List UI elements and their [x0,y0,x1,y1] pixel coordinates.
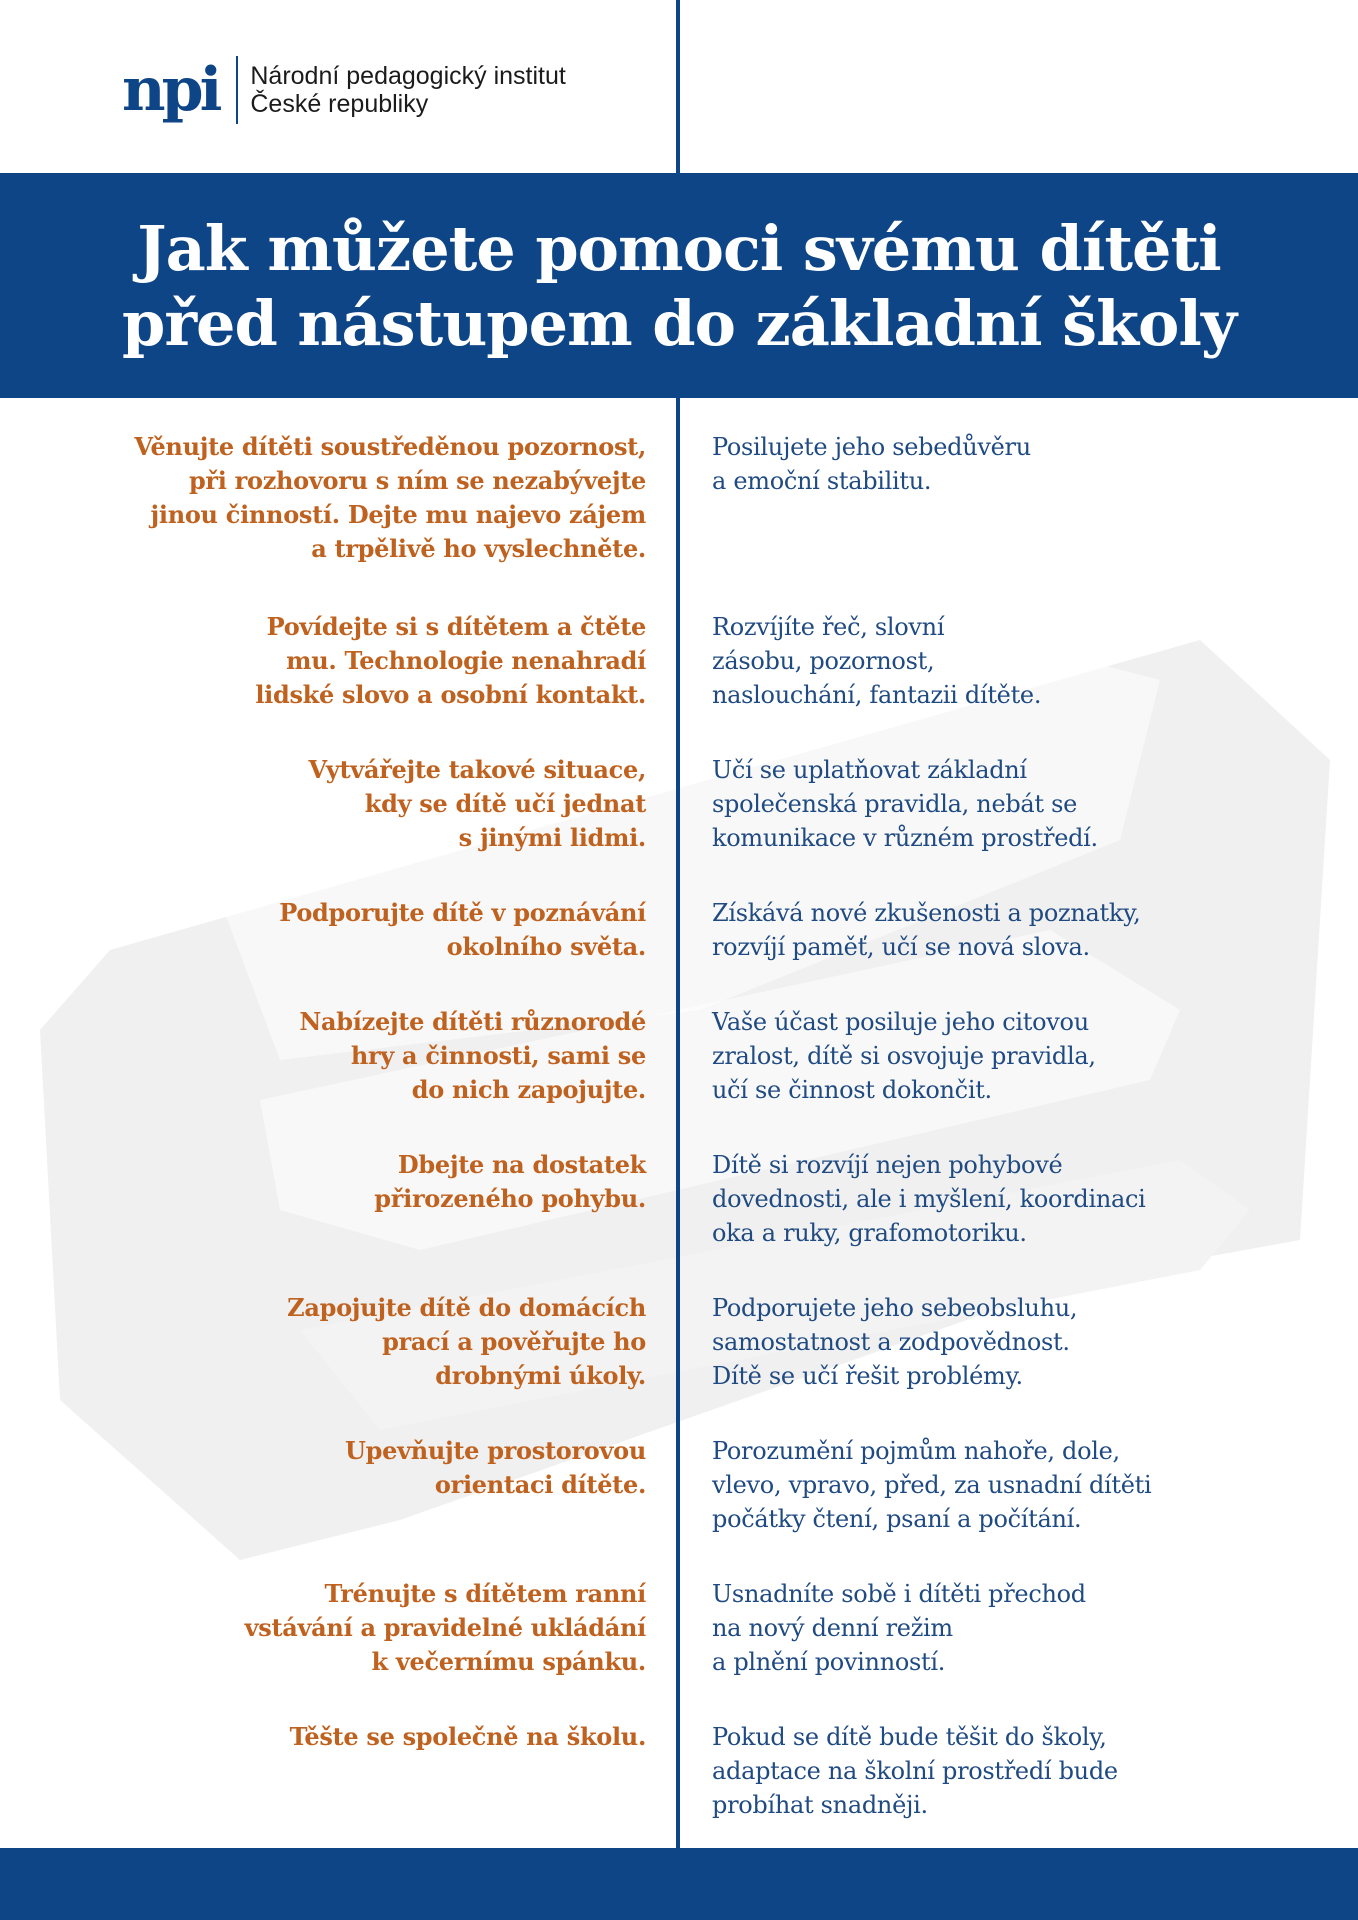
logo-separator [236,56,238,124]
effect-line: samostatnost a zodpovědnost. [712,1328,1070,1356]
effect-line: Získává nové zkušenosti a poznatky, [712,899,1141,927]
effect-line: vlevo, vpravo, před, za usnadní dítěti [712,1471,1152,1499]
tip-text [86,1577,646,1679]
effect-text [712,1577,1332,1679]
tip-line: Trénujte s dítětem ranní [324,1579,646,1608]
effect-line: a plnění povinností. [712,1648,946,1676]
tip-line: drobnými úkoly. [435,1361,646,1390]
effect-line: Porozumění pojmům nahoře, dole, [712,1437,1120,1465]
effect-line: Pokud se dítě bude těšit do školy, [712,1723,1107,1751]
effect-line: a emoční stabilitu. [712,467,932,495]
effect-line: probíhat snadněji. [712,1791,928,1819]
tip-text [86,1434,646,1502]
effect-line: komunikace v různém prostředí. [712,824,1098,852]
effect-line: rozvíjí paměť, učí se nová slova. [712,933,1090,961]
page-title-line: Jak můžete pomoci svému dítěti [137,211,1221,285]
tip-line: při rozhovoru s ním se nezabývejte [188,466,646,495]
tip-line: Upevňujte prostorovou [344,1436,646,1465]
tip-text [86,430,646,566]
effect-text [712,1720,1332,1822]
effect-line: Rozvíjíte řeč, slovní [712,613,945,641]
effect-text [712,753,1332,855]
tip-text [86,1005,646,1107]
effect-line: adaptace na školní prostředí bude [712,1757,1118,1785]
effect-line: učí se činnost dokončit. [712,1076,992,1104]
tip-line: Podporujte dítě v poznávání [279,898,646,927]
logo-mark: npi [122,55,219,125]
effect-line: naslouchání, fantazii dítěte. [712,681,1042,709]
page-title [122,211,1236,361]
effect-line: Podporujete jeho sebeobsluhu, [712,1294,1078,1322]
effect-line: společenská pravidla, nebát se [712,790,1078,818]
effect-line: počátky čtení, psaní a počítání. [712,1505,1082,1533]
tip-line: okolního světa. [446,932,646,961]
tip-line: k večernímu spánku. [371,1647,646,1676]
effect-text [712,430,1332,498]
effect-line: oka a ruky, grafomotoriku. [712,1219,1027,1247]
tip-line: a trpělivě ho vyslechněte. [311,534,646,563]
footer-band [0,1848,1358,1920]
tip-line: mu. Technologie nenahradí [286,646,646,675]
effect-line: Usnadníte sobě i dítěti přechod [712,1580,1086,1608]
effect-line: Dítě se učí řešit problémy. [712,1362,1023,1390]
logo-org-line: České republiky [250,90,429,118]
effect-line: Posilujete jeho sebedůvěru [712,433,1031,461]
tip-text [86,753,646,855]
effect-line: Dítě si rozvíjí nejen pohybové [712,1151,1063,1179]
center-divider-top [676,0,680,173]
effect-line: Vaše účast posiluje jeho citovou [712,1008,1089,1036]
effect-line: Učí se uplatňovat základní [712,756,1027,784]
effect-line: zásobu, pozornost, [712,647,935,675]
page-title-line: před nástupem do základní školy [122,286,1236,360]
tip-line: orientaci dítěte. [434,1470,646,1499]
effect-text [712,1005,1332,1107]
effect-text [712,896,1332,964]
effect-text [712,610,1332,712]
tip-line: prací a pověřujte ho [382,1327,646,1356]
tip-line: vstávání a pravidelné ukládání [244,1613,646,1642]
tip-line: kdy se dítě učí jednat [364,789,646,818]
effect-line: zralost, dítě si osvojuje pravidla, [712,1042,1096,1070]
tip-line: Dbejte na dostatek [397,1150,646,1179]
tip-text [86,1720,646,1754]
logo-org-line: Národní pedagogický institut [250,62,566,90]
tip-text [86,896,646,964]
tip-line: Těšte se společně na školu. [289,1722,646,1751]
effect-line: dovednosti, ale i myšlení, koordinaci [712,1185,1146,1213]
effect-text [712,1148,1332,1250]
npi-logo [122,54,566,126]
tip-line: Věnujte dítěti soustředěnou pozornost, [134,432,646,461]
logo-org-name [250,62,565,118]
tip-line: jinou činností. Dejte mu najevo zájem [150,500,646,529]
tip-line: lidské slovo a osobní kontakt. [255,680,646,709]
effect-line: na nový denní režim [712,1614,953,1642]
effect-text [712,1291,1332,1393]
tip-line: s jinými lidmi. [458,823,646,852]
header-band [0,173,1358,398]
center-divider [676,398,680,1848]
tip-line: Nabízejte dítěti různorodé [299,1007,646,1036]
tip-line: do nich zapojujte. [411,1075,646,1104]
tip-text [86,1148,646,1216]
tip-line: přirozeného pohybu. [374,1184,646,1213]
tip-line: Povídejte si s dítětem a čtěte [266,612,646,641]
effect-text [712,1434,1332,1536]
tip-line: Zapojujte dítě do domácích [287,1293,646,1322]
tip-text [86,1291,646,1393]
tip-line: hry a činnosti, sami se [350,1041,646,1070]
tip-line: Vytvářejte takové situace, [308,755,646,784]
tip-text [86,610,646,712]
